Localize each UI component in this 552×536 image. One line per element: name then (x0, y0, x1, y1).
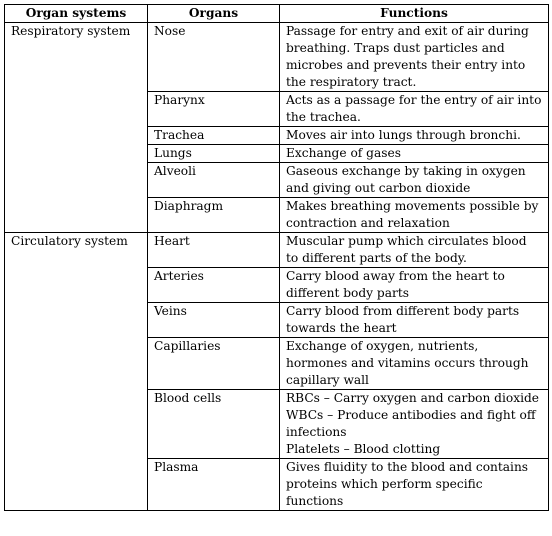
header-organ-systems: Organ systems (5, 5, 148, 23)
organ-system-cell: Respiratory system (5, 23, 148, 233)
organ-cell: Lungs (148, 145, 280, 163)
table-row (5, 233, 549, 268)
function-text: Makes breathing movements possible by contraction and relaxation (286, 199, 539, 230)
function-text: Passage for entry and exit of air during breathing. Traps dust particles and microbes and prevents their entry into the respiratory tract. (286, 24, 529, 89)
organ-cell: Blood cells (148, 390, 280, 459)
function-cell (280, 145, 549, 163)
header-organs: Organs (148, 5, 280, 23)
organ-cell: Nose (148, 23, 280, 92)
function-cell (280, 198, 549, 233)
header-row (5, 5, 549, 23)
organ-system-cell: Circulatory system (5, 233, 148, 511)
function-text: Gives fluidity to the blood and contains proteins which perform specific functions (286, 460, 529, 508)
function-text: Exchange of gases (286, 146, 401, 160)
function-cell (280, 233, 549, 268)
organ-cell: Arteries (148, 268, 280, 303)
header-functions: Functions (280, 5, 549, 23)
organ-cell: Pharynx (148, 92, 280, 127)
organ-cell: Diaphragm (148, 198, 280, 233)
organ-cell: Alveoli (148, 163, 280, 198)
function-text: Platelets – Blood clotting (286, 442, 441, 456)
function-cell (280, 390, 549, 459)
function-cell (280, 338, 549, 390)
function-cell (280, 459, 549, 511)
table-body (5, 23, 549, 511)
function-text: RBCs – Carry oxygen and carbon dioxide (286, 391, 540, 405)
function-text: Carry blood away from the heart to different body parts (286, 269, 505, 300)
organ-cell: Veins (148, 303, 280, 338)
function-text: Carry blood from different body parts towards the heart (286, 304, 520, 335)
function-text: Exchange of oxygen, nutrients, hormones and vitamins occurs through capillary wall (286, 339, 529, 387)
function-text: WBCs – Produce antibodies and fight off infections (286, 408, 536, 439)
organ-systems-table (4, 4, 549, 511)
function-cell (280, 163, 549, 198)
function-text: Muscular pump which circulates blood to different parts of the body. (286, 234, 527, 265)
organ-cell: Trachea (148, 127, 280, 145)
function-cell (280, 92, 549, 127)
organ-cell: Capillaries (148, 338, 280, 390)
function-cell (280, 303, 549, 338)
function-text: Acts as a passage for the entry of air into the trachea. (286, 93, 542, 124)
organ-cell: Plasma (148, 459, 280, 511)
function-cell (280, 127, 549, 145)
function-cell (280, 23, 549, 92)
function-cell (280, 268, 549, 303)
function-text: Moves air into lungs through bronchi. (286, 128, 521, 142)
table-row (5, 23, 549, 92)
function-text: Gaseous exchange by taking in oxygen and giving out carbon dioxide (286, 164, 526, 195)
organ-cell: Heart (148, 233, 280, 268)
